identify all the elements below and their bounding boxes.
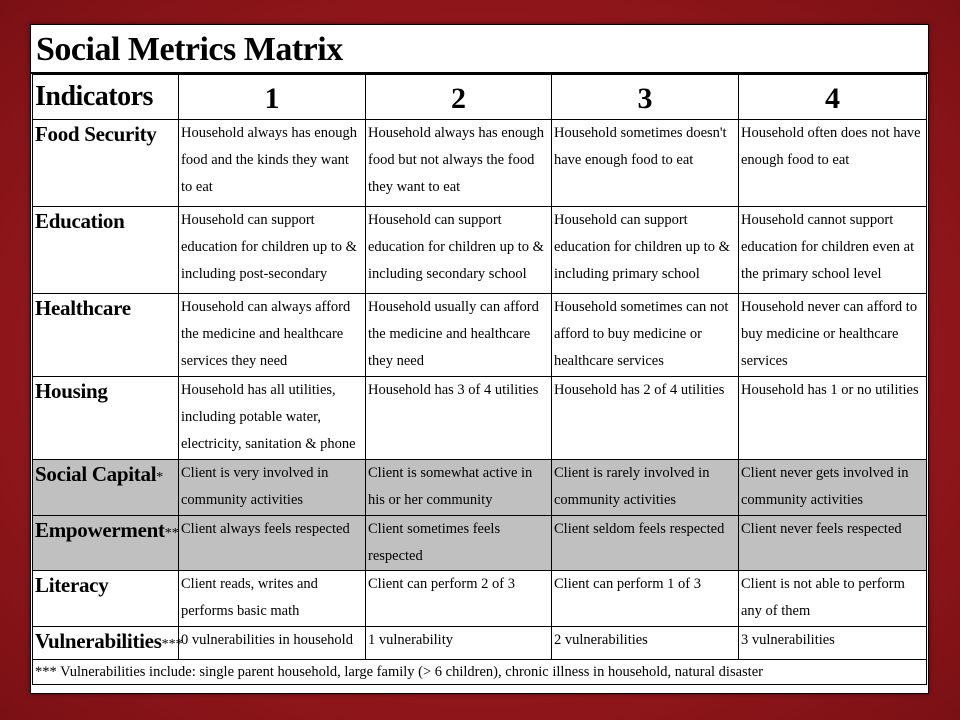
table-header-row xyxy=(33,75,927,120)
table-cell: Household can always afford the medicine and healthcare services they need xyxy=(179,294,366,377)
indicator-label xyxy=(33,377,179,460)
footnote-marker: *** xyxy=(161,637,183,652)
indicator-label xyxy=(33,516,179,571)
table-cell: Household has all utilities, including potable water, electricity, sanitation & phone xyxy=(179,377,366,460)
footnote-marker: * xyxy=(156,470,164,485)
table-cell: Client is somewhat active in his or her community xyxy=(366,460,552,516)
page-title: Social Metrics Matrix xyxy=(36,31,343,68)
table-cell: Household has 3 of 4 utilities xyxy=(366,377,552,460)
table-cell: Client never gets involved in community activities xyxy=(739,460,927,516)
indicator-name: Food Security xyxy=(35,122,157,146)
level-header-1: 1 xyxy=(179,75,366,120)
footnote: *** Vulnerabilities include: single parent household, large family (> 6 children), chronic illness in household, natural disaster xyxy=(33,660,927,685)
indicator-label xyxy=(33,571,179,627)
level-header-2: 2 xyxy=(366,75,552,120)
table-cell: 1 vulnerability xyxy=(366,627,552,660)
table-cell: 0 vulnerabilities in household xyxy=(179,627,366,660)
table-row-food-security xyxy=(33,120,927,207)
table-cell: Household can support education for children up to & including post-secondary xyxy=(179,207,366,294)
table-cell: Client is rarely involved in community activities xyxy=(552,460,739,516)
table-cell: 2 vulnerabilities xyxy=(552,627,739,660)
footnote-marker: ** xyxy=(164,526,179,541)
indicator-name: Social Capital xyxy=(35,462,157,486)
social-metrics-table xyxy=(32,74,927,685)
table-row-vulnerabilities xyxy=(33,627,927,660)
table-cell: Client can perform 2 of 3 xyxy=(366,571,552,627)
table-cell: Household cannot support education for children even at the primary school level xyxy=(739,207,927,294)
table-cell: Household often does not have enough food to eat xyxy=(739,120,927,207)
table-row-housing xyxy=(33,377,927,460)
level-header-4: 4 xyxy=(739,75,927,120)
indicator-label xyxy=(33,120,179,207)
table-row-education xyxy=(33,207,927,294)
table-cell: Household sometimes can not afford to buy medicine or healthcare services xyxy=(552,294,739,377)
table-cell: Client is very involved in community activities xyxy=(179,460,366,516)
table-cell: Client always feels respected xyxy=(179,516,366,571)
indicator-name: Literacy xyxy=(35,573,109,597)
table-cell: Client never feels respected xyxy=(739,516,927,571)
table-cell: Client reads, writes and performs basic math xyxy=(179,571,366,627)
indicators-header: Indicators xyxy=(33,75,179,120)
table-cell: Household always has enough food and the kinds they want to eat xyxy=(179,120,366,207)
table-cell: Client is not able to perform any of them xyxy=(739,571,927,627)
table-row-literacy xyxy=(33,571,927,627)
table-row-healthcare xyxy=(33,294,927,377)
table-cell: 3 vulnerabilities xyxy=(739,627,927,660)
indicator-name: Vulnerabilities xyxy=(35,629,162,653)
table-cell: Client seldom feels respected xyxy=(552,516,739,571)
table-row-empowerment xyxy=(33,516,927,571)
indicator-label xyxy=(33,460,179,516)
indicator-name: Housing xyxy=(35,379,108,403)
table-cell: Household always has enough food but not always the food they want to eat xyxy=(366,120,552,207)
table-cell: Household can support education for children up to & including secondary school xyxy=(366,207,552,294)
table-cell: Household never can afford to buy medicine or healthcare services xyxy=(739,294,927,377)
table-cell: Household usually can afford the medicine and healthcare they need xyxy=(366,294,552,377)
table-cell: Household has 1 or no utilities xyxy=(739,377,927,460)
table-cell: Client sometimes feels respected xyxy=(366,516,552,571)
indicator-name: Healthcare xyxy=(35,296,131,320)
indicator-label xyxy=(33,294,179,377)
indicator-label xyxy=(33,627,183,660)
table-footnote-row xyxy=(33,660,927,685)
table-cell: Household can support education for children up to & including primary school xyxy=(552,207,739,294)
indicator-name: Education xyxy=(35,209,125,233)
table-cell: Household has 2 of 4 utilities xyxy=(552,377,739,460)
table-row-social-capital xyxy=(33,460,927,516)
level-header-3: 3 xyxy=(552,75,739,120)
table-cell: Client can perform 1 of 3 xyxy=(552,571,739,627)
indicator-name: Empowerment xyxy=(35,518,165,542)
table-cell: Household sometimes doesn't have enough food to eat xyxy=(552,120,739,207)
indicator-label xyxy=(33,207,179,294)
